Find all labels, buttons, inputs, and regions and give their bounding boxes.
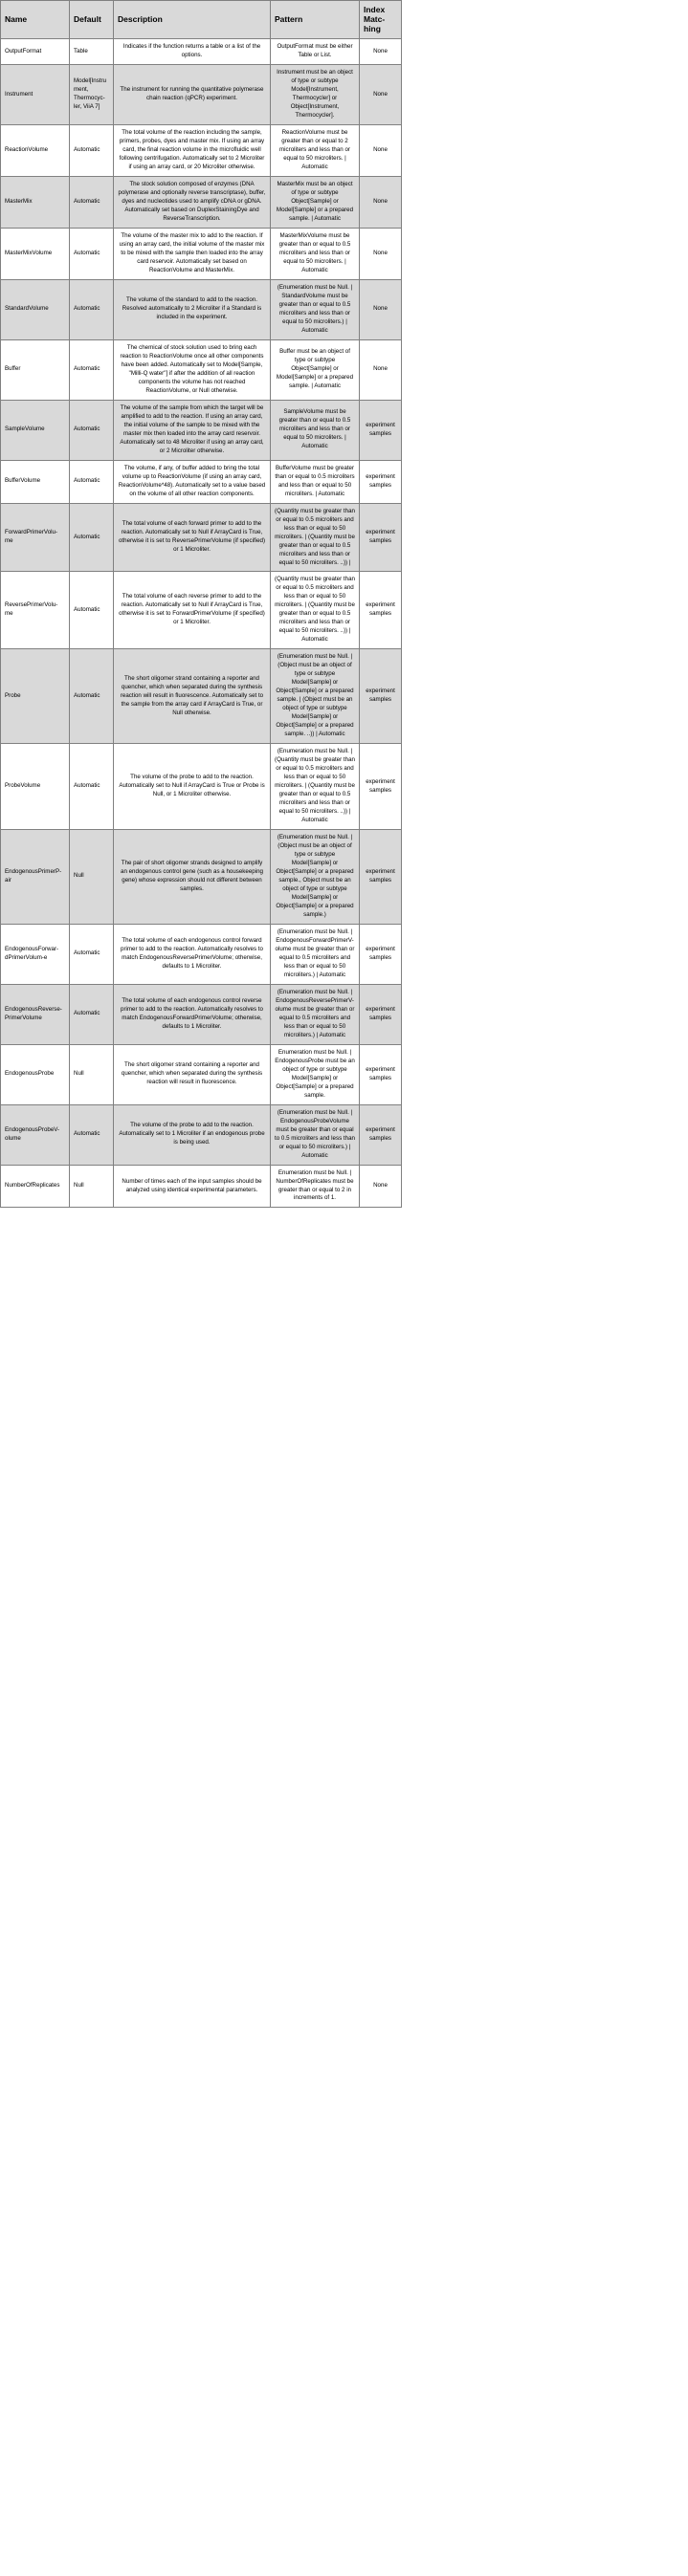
table-row [1,1104,402,1165]
option-pattern-cell: BufferVolume must be greater than or equal to 0.5 microliters and less than or equal to 50 microliters. | Automatic [271,460,360,503]
option-default-cell: Automatic [70,744,114,830]
option-description-cell: The chemical of stock solution used to bring each reaction to ReactionVolume once all other components have been added. Automatically set to Model[Sample, "Milli-Q water"] if after the addition of all reaction components the volume has not reached ReactionVolume, or Null otherwise. [114,339,271,400]
option-index-matching-cell: experiment samples [360,830,402,925]
column-header-pattern: Pattern [271,1,360,39]
option-index-matching-cell: experiment samples [360,503,402,572]
option-name-cell: SampleVolume [1,400,70,460]
option-description-cell: The instrument for running the quantitative polymerase chain reaction (qPCR) experiment. [114,65,271,125]
table-row [1,649,402,744]
option-pattern-cell: Instrument must be an object of type or subtype Model[Instrument, Thermocycler] or Object[Instrument, Thermocycler]. [271,65,360,125]
option-description-cell: The volume of the sample from which the target will be amplified to add to the reaction. If using an array card, the initial volume of the sample to be mixed with the master mix then loaded into the array card reservoir. Automatically set to 48 Microliter if using an array card, or 2 Microliter otherwise. [114,400,271,460]
option-default-cell: Automatic [70,400,114,460]
option-pattern-cell: (Enumeration must be Null. | (Object must be an object of type or subtype Model[Sample] or Object[Sample] or a prepared sample. | (Object must be an object of type or subtype Model[Sample] or Object[Sample] or a prepared sample. ..)) | Automatic [271,649,360,744]
option-pattern-cell: (Enumeration must be Null. | EndogenousForwardPrimerV-olume must be greater than or equal to 0.5 microliters and less than or equal to 50 microliters.) | Automatic [271,924,360,984]
column-header-description: Description [114,1,271,39]
option-index-matching-cell: None [360,339,402,400]
option-index-matching-cell: experiment samples [360,572,402,649]
table-header-row [1,1,402,39]
option-description-cell: The pair of short oligomer strands designed to amplify an endogenous control gene (such as a housekeeping gene) whose expression should not different between samples. [114,830,271,925]
option-name-cell: ForwardPrimerVolu-me [1,503,70,572]
option-pattern-cell: MasterMixVolume must be greater than or equal to 0.5 microliters and less than or equal to 50 microliters. | Automatic [271,229,360,280]
option-default-cell: Null [70,1044,114,1104]
option-pattern-cell: Enumeration must be Null. | EndogenousProbe must be an object of type or subtype Model[Sample] or Object[Sample] or a prepared sample. [271,1044,360,1104]
table-row [1,924,402,984]
option-description-cell: Number of times each of the input samples should be analyzed using identical experimental parameters. [114,1165,271,1208]
option-default-cell: Model[Instrument, Thermocyc-ler, ViiA 7] [70,65,114,125]
option-name-cell: EndogenousReverse-PrimerVolume [1,984,70,1044]
option-default-cell: Automatic [70,460,114,503]
option-default-cell: Automatic [70,229,114,280]
option-pattern-cell: Enumeration must be Null. | NumberOfReplicates must be greater than or equal to 2 in increments of 1. [271,1165,360,1208]
table-row [1,984,402,1044]
option-default-cell: Automatic [70,649,114,744]
option-name-cell: Buffer [1,339,70,400]
option-index-matching-cell: experiment samples [360,924,402,984]
table-row [1,177,402,229]
option-default-cell: Automatic [70,984,114,1044]
option-index-matching-cell: experiment samples [360,1104,402,1165]
option-description-cell: The total volume of each forward primer to add to the reaction. Automatically set to Null if ArrayCard is True, otherwise it is set to ReversePrimerVolume (if specified) or 1 Microliter. [114,503,271,572]
option-name-cell: EndogenousForwar-dPrimerVolum-e [1,924,70,984]
option-description-cell: The volume of the master mix to add to the reaction. If using an array card, the initial volume of the master mix to be mixed with the sample then loaded into the array card reservoir. Automatically set based on ReactionVolume and MasterMix. [114,229,271,280]
option-default-cell: Automatic [70,125,114,177]
option-pattern-cell: (Enumeration must be Null. | EndogenousProbeVolume must be greater than or equal to 0.5 microliters and less than or equal to 50 microliters.) | Automatic [271,1104,360,1165]
column-header-default: Default [70,1,114,39]
option-pattern-cell: Buffer must be an object of type or subtype Object[Sample] or Model[Sample] or a prepared sample. | Automatic [271,339,360,400]
option-description-cell: The volume of the probe to add to the reaction. Automatically set to 1 Microliter if an endogenous probe is being used. [114,1104,271,1165]
option-description-cell: The stock solution composed of enzymes (DNA polymerase and optionally reverse transcriptase), buffer, dyes and nucleotides used to amplify cDNA or gDNA. Automatically set based on DuplexStainingDye and ReverseTranscription. [114,177,271,229]
option-pattern-cell: MasterMix must be an object of type or subtype Object[Sample] or Model[Sample] or a prepared sample. | Automatic [271,177,360,229]
table-row [1,1165,402,1208]
table-row [1,65,402,125]
option-description-cell: The volume of the standard to add to the reaction. Resolved automatically to 2 Microliter if a Standard is included in the experiment. [114,279,271,339]
option-name-cell: StandardVolume [1,279,70,339]
option-description-cell: The total volume of each endogenous control reverse primer to add to the reaction. Automatically resolves to match EndogenousForwardPrimerVolume; otherwise, defaults to 1 Microliter. [114,984,271,1044]
option-index-matching-cell: experiment samples [360,400,402,460]
option-name-cell: EndogenousProbe [1,1044,70,1104]
column-header-name: Name [1,1,70,39]
option-pattern-cell: (Quantity must be greater than or equal to 0.5 microliters and less than or equal to 50 microliters. | (Quantity must be greater than or equal to 0.5 microliters and less than or equal to 50 microliters. ..)) | [271,503,360,572]
option-index-matching-cell: None [360,125,402,177]
option-index-matching-cell: None [360,65,402,125]
option-index-matching-cell: None [360,1165,402,1208]
option-index-matching-cell: None [360,229,402,280]
option-name-cell: OutputFormat [1,39,70,65]
option-name-cell: EndogenousPrimerP-air [1,830,70,925]
option-index-matching-cell: experiment samples [360,984,402,1044]
option-name-cell: ReactionVolume [1,125,70,177]
option-pattern-cell: (Enumeration must be Null. | (Object must be an object of type or subtype Model[Sample] or Object[Sample] or a prepared sample., Object must be an object of type or subtype Model[Sample] or Object[Sample] or a prepared sample.) [271,830,360,925]
option-pattern-cell: OutputFormat must be either Table or List. [271,39,360,65]
option-default-cell: Automatic [70,924,114,984]
option-description-cell: Indicates if the function returns a table or a list of the options. [114,39,271,65]
option-description-cell: The volume of the probe to add to the reaction. Automatically set to Null if ArrayCard is True or Probe is Null, or 1 Microliter otherwise. [114,744,271,830]
option-index-matching-cell: experiment samples [360,649,402,744]
option-description-cell: The short oligomer strand containing a reporter and quencher, which when separated during the synthesis reaction will result in fluorescence. [114,1044,271,1104]
table-row [1,229,402,280]
table-row [1,744,402,830]
option-name-cell: MasterMixVolume [1,229,70,280]
option-description-cell: The short oligomer strand containing a reporter and quencher, which when separated during the synthesis reaction will result in fluorescence. Automatically set to the sample from the array card if ArrayCard is True, or Null otherwise. [114,649,271,744]
option-description-cell: The total volume of the reaction including the sample, primers, probes, dyes and master mix. If using an array card, the final reaction volume in the microfluidic well following centrifugation. Automatically set to 2 Microliter if using an array card, or 20 Microliter otherwise. [114,125,271,177]
option-default-cell: Automatic [70,503,114,572]
option-pattern-cell: SampleVolume must be greater than or equal to 0.5 microliters and less than or equal to 50 microliters. | Automatic [271,400,360,460]
options-spec-table [0,0,402,1208]
option-index-matching-cell: None [360,279,402,339]
option-description-cell: The total volume of each endogenous control forward primer to add to the reaction. Automatically resolves to match EndogenousReversePrimerVolume; otherwise, defaults to 1 Microliter. [114,924,271,984]
option-default-cell: Table [70,39,114,65]
option-pattern-cell: (Enumeration must be Null. | EndogenousReversePrimerV-olume must be greater than or equal to 0.5 microliters and less than or equal to 50 microliters.) | Automatic [271,984,360,1044]
table-row [1,400,402,460]
option-name-cell: EndogenousProbeV-olume [1,1104,70,1165]
option-pattern-cell: (Quantity must be greater than or equal to 0.5 microliters and less than or equal to 50 microliters. | (Quantity must be greater than or equal to 0.5 microliters and less than or equal to 50 microliters. ..)) | Automatic [271,572,360,649]
table-row [1,125,402,177]
option-pattern-cell: (Enumeration must be Null. | (Quantity must be greater than or equal to 0.5 microliters and less than or equal to 50 microliters. | (Quantity must be greater than or equal to 0.5 microliters and less than or equal to 50 microliters. ..)) | Automatic [271,744,360,830]
option-name-cell: NumberOfReplicates [1,1165,70,1208]
option-pattern-cell: (Enumeration must be Null. | StandardVolume must be greater than or equal to 0.5 microliters and less than or equal to 50 microliters.) | Automatic [271,279,360,339]
option-index-matching-cell: None [360,177,402,229]
option-default-cell: Automatic [70,279,114,339]
option-name-cell: ReversePrimerVolu-me [1,572,70,649]
table-row [1,503,402,572]
option-name-cell: MasterMix [1,177,70,229]
table-row [1,279,402,339]
option-name-cell: ProbeVolume [1,744,70,830]
table-row [1,1044,402,1104]
table-row [1,460,402,503]
option-default-cell: Null [70,830,114,925]
option-index-matching-cell: experiment samples [360,460,402,503]
document-body [0,0,688,1208]
option-default-cell: Automatic [70,339,114,400]
table-row [1,39,402,65]
option-pattern-cell: ReactionVolume must be greater than or equal to 2 microliters and less than or equal to 50 microliters. | Automatic [271,125,360,177]
option-index-matching-cell: None [360,39,402,65]
option-default-cell: Null [70,1165,114,1208]
option-description-cell: The volume, if any, of buffer added to bring the total volume up to ReactionVolume (if using an array card, ReactionVolume*48). Automatically set to a value based on the volume of all other reaction components. [114,460,271,503]
table-row [1,572,402,649]
option-index-matching-cell: experiment samples [360,744,402,830]
table-row [1,830,402,925]
option-default-cell: Automatic [70,177,114,229]
option-name-cell: Probe [1,649,70,744]
option-description-cell: The total volume of each reverse primer to add to the reaction. Automatically set to Null if ArrayCard is True, otherwise it is set to ForwardPrimerVolume (if specified) or 1 Microliter. [114,572,271,649]
column-header-index-matching: Index Matc-hing [360,1,402,39]
option-default-cell: Automatic [70,572,114,649]
option-name-cell: Instrument [1,65,70,125]
option-default-cell: Automatic [70,1104,114,1165]
table-row [1,339,402,400]
option-name-cell: BufferVolume [1,460,70,503]
option-index-matching-cell: experiment samples [360,1044,402,1104]
